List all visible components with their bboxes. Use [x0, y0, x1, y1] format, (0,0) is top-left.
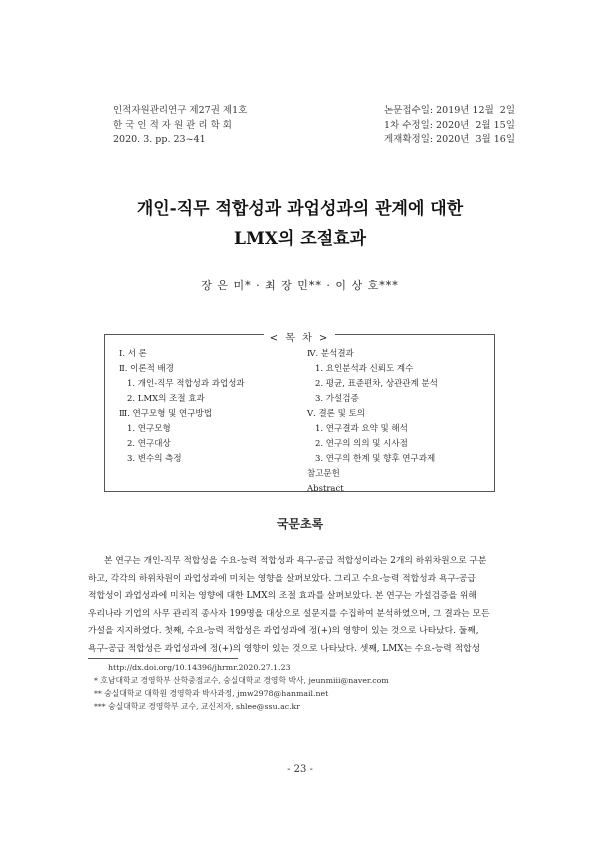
- title-line-2: LMX의 조절효과: [234, 229, 366, 249]
- abstract-body: [88, 553, 502, 658]
- author-footnote: *** 숭실대학교 경영학부 교수, 교신저자, shlee@ssu.ac.kr: [94, 702, 301, 711]
- journal-name: 인적자원관리연구 제27권 제1호: [113, 105, 248, 116]
- footnotes: [94, 661, 389, 713]
- toc-item: Abstract: [307, 484, 344, 494]
- abstract-line: 적합성이 과업성과에 미치는 영향에 대한 LMX의 조절 효과를 살펴보았다. 본 연구는 가설검증을 위해: [88, 591, 477, 601]
- abstract-line: 본 연구는 개인-직무 적합성을 수요-능력 적합성과 욕구-공급 적합성이라는 2개의 하위차원으로 구분: [104, 556, 487, 566]
- submission-dates: [384, 104, 515, 148]
- toc-item: 2. 연구대상: [127, 439, 171, 449]
- toc-item: 3. 변수의 측정: [127, 454, 182, 464]
- abstract-line: 하고, 각각의 하위차원이 과업성과에 미치는 영향을 살펴보았다. 그리고 수요-능력 적합성과 욕구-공급: [88, 573, 476, 584]
- paper-title: [0, 194, 600, 254]
- abstract-line: 가설을 지지하였다. 첫째, 수요-능력 적합성은 과업성과에 정(+)의 영향이 있는 것으로 나타났다. 둘째,: [88, 626, 479, 636]
- toc-item: 2. 평균, 표준편차, 상관관계 분석: [315, 379, 438, 389]
- toc-item: 1. 요인분석과 신뢰도 계수: [315, 364, 414, 374]
- accepted-date: 게재확정일: 2020년 3월 16일: [384, 134, 516, 145]
- toc-item: 2. LMX의 조절 효과: [127, 394, 205, 404]
- revised-date: 1차 수정일: 2020년 2월 15일: [384, 119, 515, 131]
- toc-item: 1. 개인-직무 적합성과 과업성과: [127, 379, 245, 389]
- toc-item: 3. 가설검증: [315, 394, 359, 404]
- author-footnote: ** 숭실대학교 대학원 경영학과 박사과정, jmw2978@hanmail.net: [94, 689, 329, 698]
- title-line-1: 개인-직무 적합성과 과업성과의 관계에 대한: [136, 199, 464, 219]
- footnote-divider: [88, 658, 238, 659]
- toc-item: Ⅴ. 결론 및 토의: [307, 409, 366, 419]
- toc-item: 1. 연구결과 요약 및 해석: [315, 424, 408, 434]
- issue-pages: 2020. 3. pp. 23~41: [113, 134, 206, 145]
- toc-heading: < 목 차 >: [264, 333, 336, 344]
- doi-link[interactable]: http://dx.doi.org/10.14396/jhrmr.2020.27.1.23: [108, 663, 291, 672]
- toc-item: Ⅱ. 이론적 배경: [119, 364, 174, 374]
- toc-left-column: [119, 347, 245, 467]
- table-of-contents: [104, 334, 495, 492]
- author-footnote: * 호남대학교 경영학부 산학중점교수, 숭실대학교 경영학 박사, jeunmiii@naver.com: [94, 676, 389, 685]
- toc-item: 참고문헌: [307, 469, 340, 479]
- abstract-title: 국문초록: [276, 517, 324, 531]
- toc-right-column: [307, 347, 438, 497]
- toc-item: 3. 연구의 한계 및 향후 연구과제: [315, 454, 436, 464]
- abstract-line: 우리나라 기업의 사무 관리직 종사자 199명을 대상으로 설문지를 수집하여 분석하였으며, 그 결과는 모든: [88, 608, 490, 619]
- abstract-line: 욕구-공급 적합성은 과업성과에 정(+)의 영향이 있는 것으로 나타났다. 셋째, LMX는 수요-능력 적합성: [88, 643, 481, 654]
- society-name: 한 국 인 적 자 원 관 리 학 회: [113, 119, 232, 131]
- toc-item: 1. 연구모형: [127, 424, 171, 434]
- authors: 장 은 미* · 최 장 민** · 이 상 호***: [201, 279, 399, 292]
- page-number: - 23 -: [287, 764, 313, 775]
- received-date: 논문접수일: 2019년 12월 2일: [384, 105, 516, 116]
- journal-info: [113, 104, 247, 148]
- toc-item: Ⅰ. 서 론: [119, 349, 147, 359]
- toc-item: Ⅳ. 분석결과: [307, 349, 354, 359]
- toc-item: Ⅲ. 연구모형 및 연구방법: [119, 409, 212, 419]
- toc-item: 2. 연구의 의의 및 시사점: [315, 439, 408, 449]
